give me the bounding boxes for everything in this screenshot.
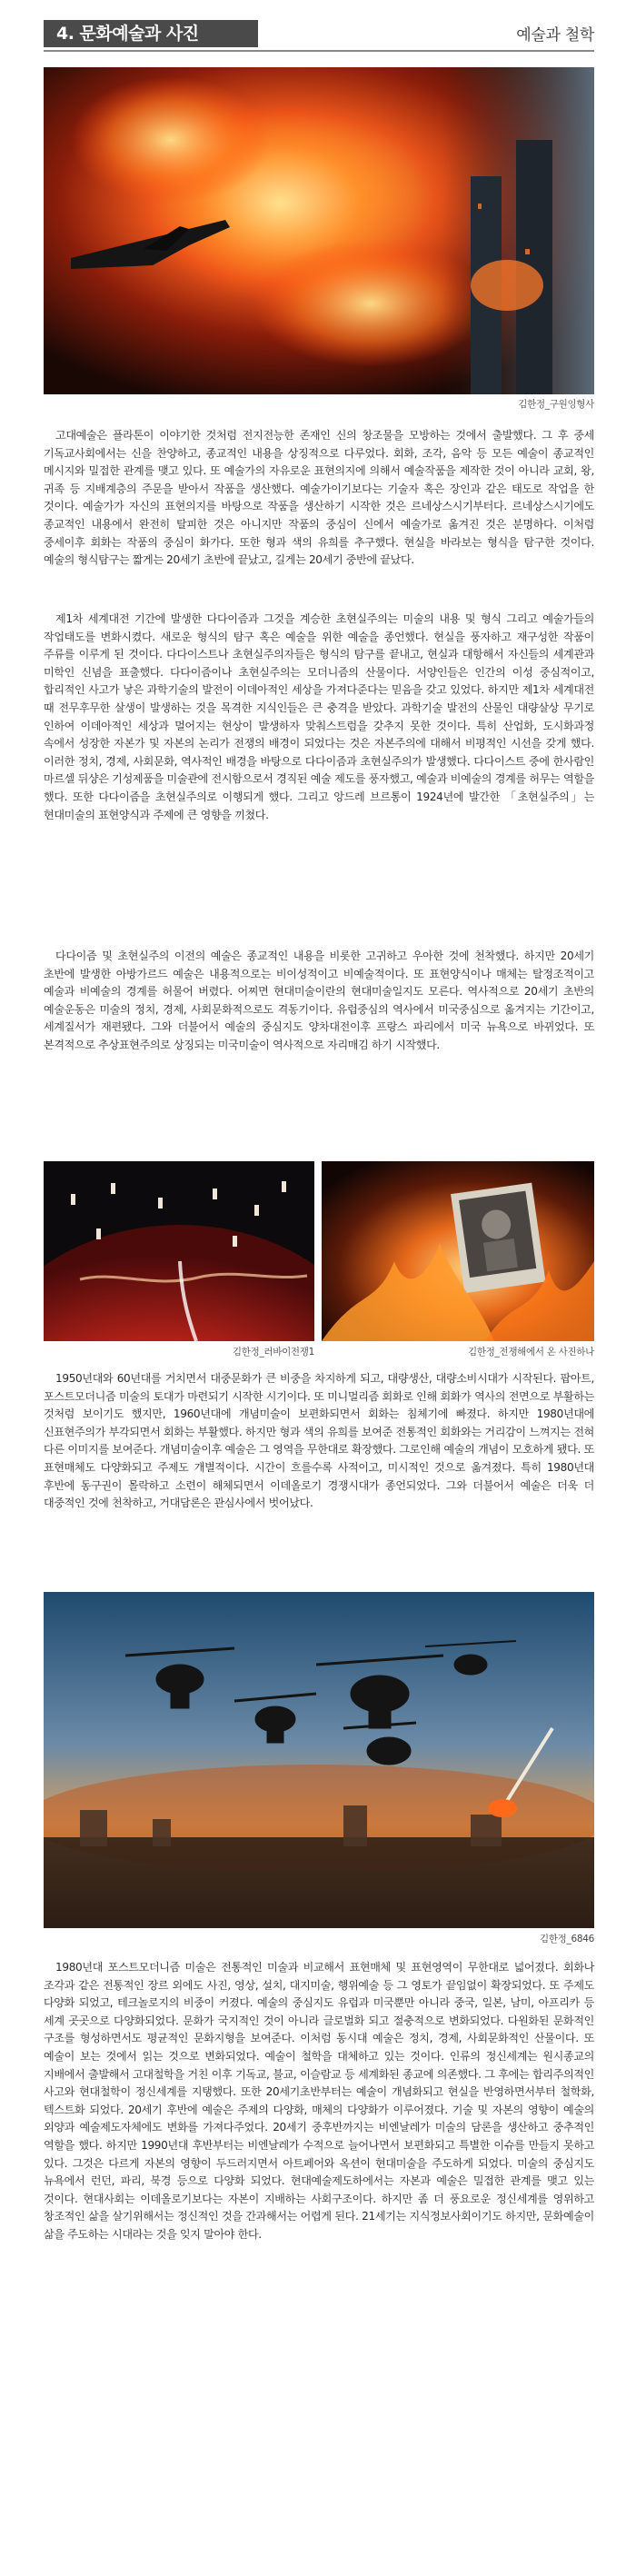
- paragraph-3-text: 다다이즘 및 초현실주의 이전의 예술은 종교적인 내용을 비롯한 고귀하고 우아한 것에 천착했다. 하지만 20세기 초반에 발생한 아방가르드 예술은 내용적으로는 비이성적이고 비예술적이다. 또 표현양식이나 매체는 탈정조적이고 예술과 비예술의 경계를 허물어 버렸다. 어찌면 현대미술이란의 현대미술일지도 모른다. 역사적으로 20세기 초반의 예술운동은 미술의 정치, 경제, 사회문화적으로도 격동기이다. 유럽중심의 역사에서 미국중심으로 옮겨지는 기간이고, 세계질서가 재편됐다. 그와 더불어서 예술의 중심지도 양차대전이후 프랑스 파리에서 미국 뉴욕으로 바뀌었다. 또 본격적으로 추상표현주의로 상징되는 미국미술이 역사적으로 자리매김 하기 시작했다.: [44, 950, 594, 1051]
- paragraph-1: [44, 427, 594, 570]
- figure-3-caption: 김한정_전쟁해에서 온 사진하나: [468, 1347, 594, 1358]
- figure-2-caption: 김한정_러바이전쟁1: [232, 1347, 314, 1358]
- page-header: [44, 20, 594, 47]
- paragraph-2: [44, 611, 594, 824]
- figure-4-helicopters-image: [44, 1592, 594, 1928]
- paragraph-1-text: 고대예술은 플라톤이 이야기한 것처럼 전지전능한 존재인 신의 창조물을 모방하는 것에서 출발했다. 그 후 중세 기독교사회에서는 신을 찬양하고, 종교적인 내용을 상징적으로 다루었다. 회화, 조각, 음악 등 모든 예술이 종교적인 메시지와 밀접한 관계를 맺고 있다. 또 예술가의 자유로운 표현의지에 의해서 예술작품을 제작한 것이 아니라 교회, 왕, 귀족 등 지배계층의 주문을 받아서 작품을 생산했다. 예술가이기보다는 기술자 혹은 장인과 같은 태도로 작업을 한 것이다. 예술가가 자신의 표현의지를 바탕으로 작품을 생산하기 시작한 것은 르네상스시기부터다. 르네상스시기에도 종교적인 내용에서 완전히 탈피한 것은 아니지만 작품의 중심이 신에서 예술가로 옮겨진 것은 분명하다. 이처럼 중세이후 회화는 작품의 중심이 화가다. 또한 형과 색의 유희를 추구했다. 현실을 바라보는 형식을 탐구한 것이다. 예술의 형식탐구는 짧게는 20세기 초반에 끝났고, 길게는 20세기 중반에 끝났다.: [44, 429, 594, 567]
- paragraph-3: [44, 948, 594, 1055]
- paragraph-5: [44, 1959, 594, 2244]
- figure-2-image: [44, 1161, 314, 1341]
- section-title: 예술과 철학: [516, 26, 594, 45]
- figure-4-caption: 김한정_6846: [539, 1934, 594, 1944]
- header-divider: [44, 50, 594, 52]
- paragraph-5-text: 1980년대 포스트모더니즘 미술은 전통적인 미술과 비교해서 표현매체 및 표현영역이 무한대로 넓어졌다. 회화나 조각과 같은 전통적인 장르 외에도 사진, 영상, 설치, 대지미술, 행위예술 등 그 영토가 끝임없이 확장되었다. 또 주제도 다양화 되었고, 테크놀로지의 비중이 커졌다. 예술의 중심지도 유럽과 미국뿐만 아니라 중국, 일본, 남미, 아프리카 등 세계 곳곳으로 다양화되었다. 문화가 국지적인 것이 아니라 글로벌화 되고 절충적으로 변화되었다. 다원화된 문화적인 구조를 형성하면서도 평균적인 문화지형을 보여준다. 이처럼 동시대 예술은 정치, 경제, 사회문화적인 산물이다. 또 예술이 보는 것에서 읽는 것으로 변화되었다. 예술이 철학을 대체하고 있는 것이다. 인류의 정신세계는 원시종교의 지배에서 출발해서 고대철학을 거친 이후 기독교, 불교, 이슬람교 등 세계화된 종교에 의존했다. 그 후에는 합리주의적인 사고와 현대철학이 정신세계를 지탱했다. 또한 20세기초반부터는 예술이 개념화되고 현실을 반영하면서부터 철학화, 텍스트화 되었다. 20세기 후반에 예술은 주제의 다양화, 매체의 다양화가 이루어졌다. 기술 및 자본의 영향이 예술의 외양과 예술제도자체에도 변화를 가져다주었다. 20세기 중후반까지는 비엔날레가 미술의 담론을 생산하고 중추적인 역할을 했다. 하지만 1990년대 후반부터는 비엔날레가 수적으로 늘어나면서 보편화되고 특별한 이슈를 만들지 못하고 있다. 그것은 다르게 자본의 영향이 두드러지면서 아트페어와 옥션이 현대미술을 주도하게 되었다. 미술의 중심지도 뉴욕에서 런던, 파리, 북경 등으로 다양화 되었다. 현대예술제도하에서는 자본과 예술은 밀접한 관계를 맺고 있는 것이다. 현대사회는 이데올로기보다는 자본이 지배하는 사회구조이다. 하지만 좀 더 풍요로운 정신세계를 영위하고 창조적인 삶을 살기위해서는 정신적인 것을 간과해서는 어렵게 된다. 21세기는 지식정보사회이기도 하지만, 문화예술이 삶을 주도하는 시대라는 것을 잊지 말아야 한다.: [44, 1961, 595, 2241]
- chapter-title: 4. 문화예술과 사진: [44, 20, 258, 47]
- figure-3-image: [322, 1161, 594, 1341]
- figure-1-caption: 김한정_구원잉형사: [518, 399, 594, 410]
- paragraph-4: [44, 1370, 594, 1513]
- figure-1-explosion-image: [44, 67, 594, 394]
- paragraph-4-text: 1950년대와 60년대를 거치면서 대중문화가 큰 비중을 차지하게 되고, 대량생산, 대량소비시대가 시작된다. 팝아트, 포스트모더니즘 미술의 토대가 마련되기 시작한 시기이다. 또 미니멀리즘 회화로 인해 회화가 역사의 전면으로 부활하는 것처럼 보이기도 했지만, 1960년대에 개념미술이 보편화되면서 회화는 침체기에 빠졌다. 하지만 1980년대에 신표현주의가 부각되면서 회화는 부활했다. 하지만 형과 색의 유희를 보여준 전통적인 회화와는 거리감이 느껴지는 전혀 다른 이미지를 보여준다. 개념미술이후 예술은 그 영역을 무한대로 확장했다. 그로인해 예술의 개념이 모호하게 됐다. 또 표현매체도 다양화되고 주제도 개별적이다. 시간이 흐를수록 사적이고, 미시적인 것으로 옮겨졌다. 특히 1980년대 후반에 동구권이 몰락하고 소련이 해체되면서 이데올로기 경쟁시대가 종언되었다. 그와 더불어서 예술은 더욱 더 대중적인 것에 천착하고, 거대담론은 관심사에서 벗어났다.: [44, 1372, 594, 1510]
- paragraph-2-text: 제1차 세계대전 기간에 발생한 다다이즘과 그것을 계승한 초현실주의는 미술의 내용 및 형식 그리고 예술가들의 작업태도를 변화시켰다. 새로운 형식의 탐구 혹은 예술을 위한 예술을 종언했다. 현실을 풍자하고 재구성한 작품이 주류를 이루게 된 것이다. 다다이스트나 초현실주의자들은 형식의 탐구를 끝내고, 현실과 대항해서 자신들의 세계관과 미학인 신념을 표출했다. 다다이즘이나 초현실주의는 모더니즘의 산물이다. 서양인들은 인간의 이성 중심적이고, 합리적인 사고가 낳은 과학기술의 발전이 이데아적인 세상을 가져다준다는 믿음을 갖고 있었다. 하지만 제1차 세계대전 때 전무후무한 살생이 발생하는 것을 목격한 지식인들은 큰 충격을 받았다. 과학기술 발전의 산물인 대량살상 무기로 인하여 이데아적인 세상과 멀어지는 현상이 발생하자 맞춰스트럼을 갖추지 못한 것이다. 특히 산업화, 도시화과정 속에서 성장한 자본가 및 자본의 논리가 전쟁의 배경이 되었다는 것은 자본주의에 대해서 비평적인 시선을 갖게 했다. 이러한 정치, 경제, 사회문화, 역사적인 배경을 바탕으로 다다이즘과 초현실주의가 발생했다. 다다이스트 중에 한사람인 마르셀 뒤샹은 기성제품을 미술관에 전시함으로서 경직된 예술 제도를 풍자했고, 예술과 비예술의 경계를 허무는 역할을 했다. 또한 다다이즘을 초현실주의로 이행되게 했다. 그리고 앙드레 브르통이 1924년에 발간한 「초현실주의」는 현대미술의 표현양식과 주제에 큰 영향을 끼쳤다.: [44, 612, 594, 821]
